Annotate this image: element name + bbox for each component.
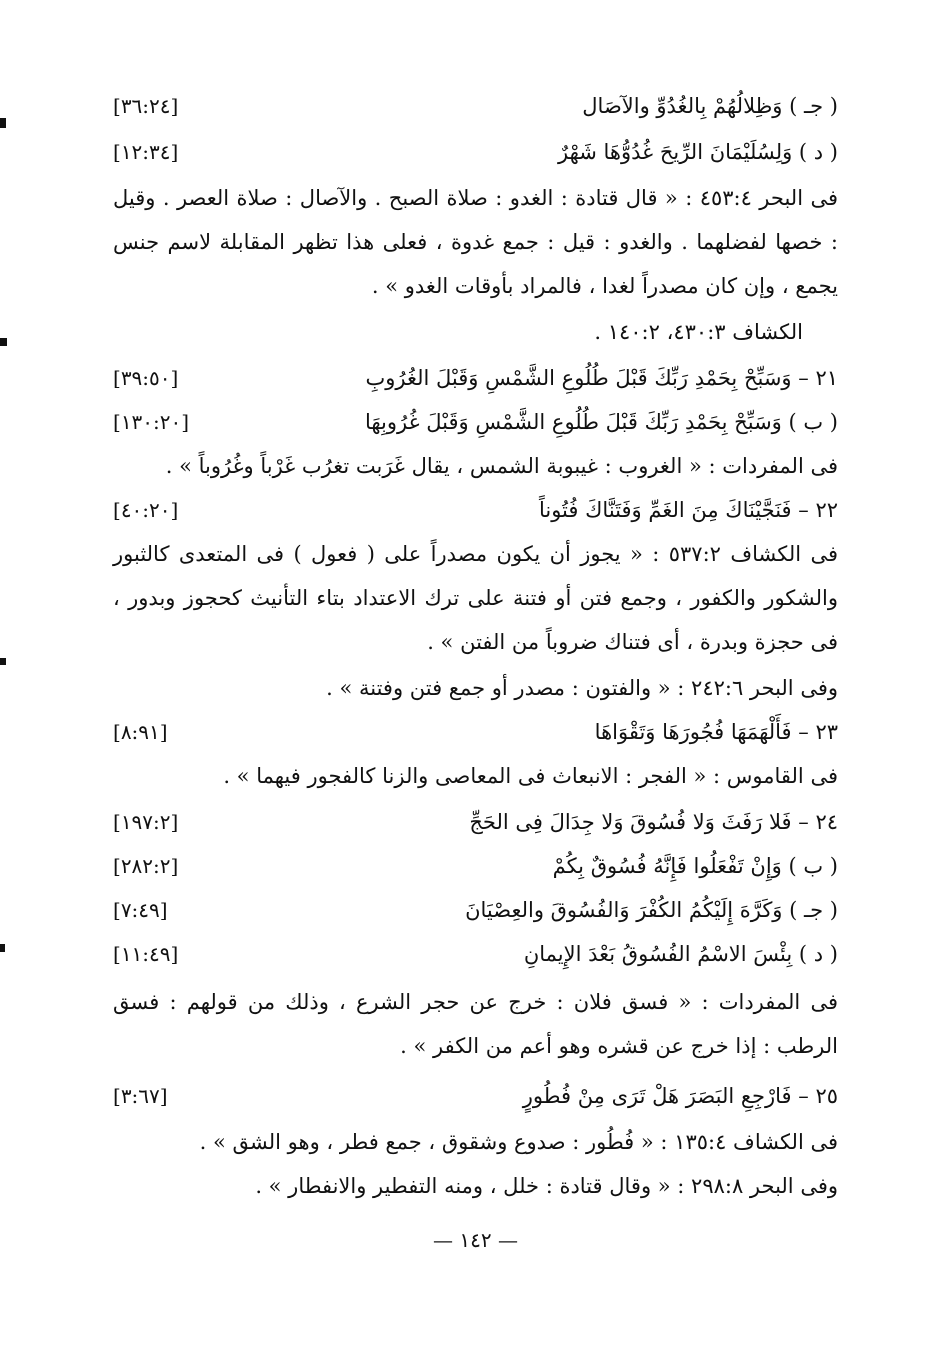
verse-line [113, 490, 838, 530]
commentary-paragraph: فى الكشاف ٥٣٧:٢ : « يجوز أن يكون مصدراً على ( فعول ) فى المتعدى كالثبور والشكور والكفور ، وجمع فتن أو فتنة على ترك الاعتداد بتاء التأنيث كحجوز وبدور ، فى حجزة وبدرة ، أى فتناك ضروباً من الفتن » . [113, 542, 839, 654]
scan-edge-mark [0, 338, 7, 346]
verse-line [113, 934, 838, 974]
scan-edge-mark [0, 118, 6, 128]
commentary-paragraph: فى القاموس : « الفجر : الانبعاث فى المعاصى والزنا كالفجور فيهما » . [223, 764, 838, 788]
verse-reference: [٤٠:٢٠] [113, 498, 179, 522]
verse-line [113, 358, 838, 398]
commentary-paragraph: فى المفردات : « فسق فلان : خرج عن حجر الشرع ، وذلك من قولهم : فسق الرطب : إذا خرج عن قشره وهو أعم من الكفر » . [113, 990, 838, 1058]
verse-text: ٢٤ – فَلا رَفَثَ وَلا فُسُوقَ وَلا جِدَالَ فِى الحَجِّ [469, 810, 838, 834]
verse-reference: [١١:٤٩] [113, 942, 179, 966]
verse-reference: [٣٦:٢٤] [113, 94, 179, 118]
verse-text: ٢١ – وَسَبِّحْ بِحَمْدِ رَبِّكَ قَبْلَ طُلُوعِ الشَّمْسِ وَقَبْلَ الغُرُوبِ [365, 366, 838, 390]
commentary-paragraph: الكشاف ٤٣٠:٣، ١٤٠:٢ . [594, 320, 803, 344]
verse-line [113, 890, 838, 930]
verse-reference: [١٢:٣٤] [113, 140, 179, 164]
verse-line [113, 86, 838, 126]
verse-text: ( ب ) وَإِنْ تَفْعَلُوا فَإِنَّهُ فُسُوقٌ بِكُمْ [552, 854, 838, 878]
verse-text: ٢٣ – فَأَلْهَمَهَا فُجُورَهَا وَتَقْوَاهَا [594, 720, 838, 744]
verse-text: ( جـ ) وَكَرَّهَ إِلَيْكُمُ الكُفْرَ وَالفُسُوقَ والعِصْيَانَ [465, 898, 838, 922]
verse-reference: [٨:٩١] [113, 720, 168, 744]
verse-reference: [١٣٠:٢٠] [113, 410, 190, 434]
verse-reference: [٣٩:٥٠] [113, 366, 179, 390]
verse-text: ( ب ) وَسَبِّحْ بِحَمْدِ رَبِّكَ قَبْلَ طُلُوعِ الشَّمْسِ وَقَبْلَ غُرُوبِهَا [364, 410, 838, 434]
verse-reference: [٧:٤٩] [113, 898, 168, 922]
verse-line [113, 712, 838, 752]
verse-line [113, 802, 838, 842]
commentary-paragraph: فى البحر ٤٥٣:٤ : « قال قتادة : الغدو : صلاة الصبح . والآصال : صلاة العصر . وقيل : خصها لفضلهما . والغدو : قيل : جمع غدوة ، فعلى هذا تظهر المقابلة لاسم جنس يجمع ، وإن كان مصدراً لغدا ، فالمراد بأوقات الغدو » . [113, 186, 838, 298]
commentary-paragraph: وفى البحر ٢٤٢:٦ : « والفتون : مصدر أو جمع فتن وفتنة » . [326, 676, 838, 700]
verse-text: ( جـ ) وَظِلالُهُمْ بِالغُدُوِّ والآصَال [582, 94, 838, 118]
commentary-paragraph: وفى البحر ٢٩٨:٨ : « وقال قتادة : خلل ، ومنه التفطير والانفطار » . [255, 1174, 838, 1198]
verse-text: ٢٢ – فَنَجَّيْنَاكَ مِنَ الغَمِّ وَفَتَنَّاكَ فُتُوناً [538, 498, 838, 522]
verse-line [113, 402, 838, 442]
verse-line [113, 846, 838, 886]
verse-line [113, 132, 838, 172]
verse-reference: [٣:٦٧] [113, 1084, 168, 1108]
verse-reference: [٢٨٢:٢] [113, 854, 179, 878]
commentary-paragraph: فى المفردات : « الغروب : غيبوبة الشمس ، يقال غَرَبت تغرُب غَرْباً وغُرُوباً » . [165, 454, 838, 478]
verse-text: ٢٥ – فَارْجِعِ البَصَرَ هَلْ تَرَى مِنْ فُطُورٍ [522, 1084, 838, 1108]
scan-edge-mark [0, 944, 5, 952]
verse-line [113, 1076, 838, 1116]
commentary-paragraph: فى الكشاف ١٣٥:٤ : « فُطُور : صدوع وشقوق ، جمع فطر ، وهو الشق » . [199, 1130, 838, 1154]
page-number: — ١٤٢ — [433, 1228, 518, 1252]
verse-text: ( د ) وَلِسُلَيْمَانَ الرِّيحَ غُدُوُّهَا شَهْرٌ [557, 140, 838, 164]
verse-reference: [١٩٧:٢] [113, 810, 179, 834]
verse-text: ( د ) بِئْسَ الاسْمُ الفُسُوقُ بَعْدَ الإِيمانِ [523, 942, 838, 966]
scan-edge-mark [0, 658, 6, 665]
